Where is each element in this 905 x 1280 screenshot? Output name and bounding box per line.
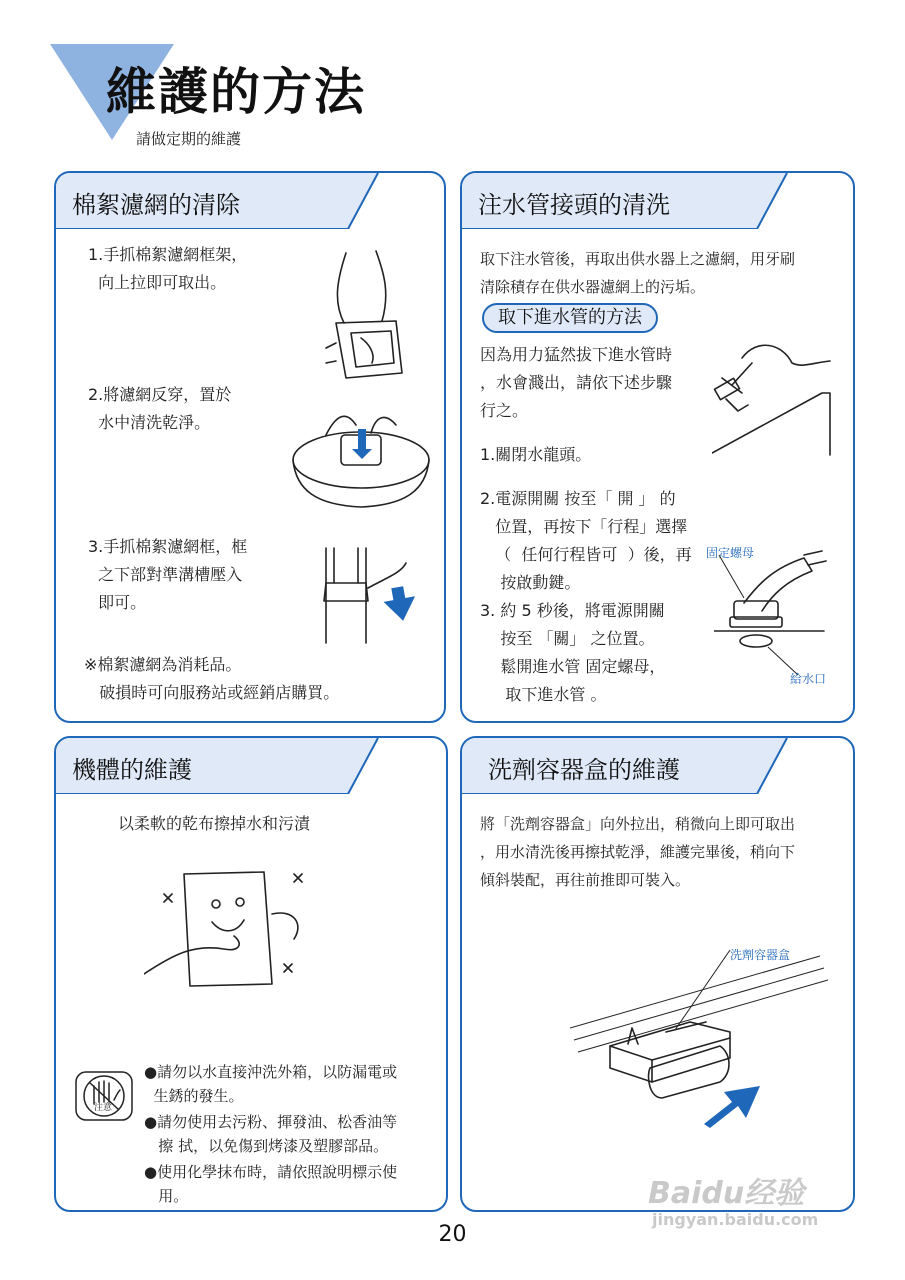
panel-inlet-hose <box>460 171 855 723</box>
page-subtitle: 請做定期的維護 <box>136 130 242 148</box>
panel-title: 注水管接頭的清洗 <box>478 191 670 219</box>
panel-lint-filter <box>54 171 446 723</box>
panel-detergent-box <box>460 736 855 1212</box>
hose-nut-diagram <box>714 543 844 678</box>
panel-body-care <box>54 736 448 1212</box>
happy-washer-wiping-illustration <box>144 854 314 994</box>
page-title: 維護的方法 <box>106 63 366 121</box>
label-water-inlet: 給水口 <box>790 672 827 686</box>
inlet-step-2: 2.電源開關 按至「 開 」 的 位置，再按下「行程」選擇 （ 任何行程皆可 ）後，再 按啟動鍵。 <box>480 489 692 592</box>
hand-lifting-filter-illustration <box>306 243 436 393</box>
inlet-warning: 因為用力猛然拔下進水管時 ，水會濺出，請依下述步驟 行之。 <box>480 345 673 420</box>
pressing-filter-into-slot-illustration <box>306 543 436 653</box>
detergent-box-pullout-illustration <box>570 948 850 1158</box>
inlet-step-1: 1.關閉水龍頭。 <box>480 445 592 464</box>
panel-title: 機體的維護 <box>72 756 192 784</box>
detergent-box-text: 將「洗劑容器盒」向外拉出，稍微向上即可取出 ，用水清洗後再擦拭乾淨，維護完畢後，稍向下 傾斜裝配，再往前推即可裝入。 <box>480 815 796 889</box>
body-care-warning-2: ●請勿使用去污粉、揮發油、松香油等 擦 拭，以免傷到烤漆及塑膠部品。 <box>144 1113 398 1155</box>
lint-step-3: 3.手抓棉絮濾網框，框 之下部對準溝槽壓入 即可。 <box>88 537 248 612</box>
toothbrush-cleaning-illustration <box>712 333 842 458</box>
lint-step-2: 2.將濾網反穿，置於 水中清洗乾淨。 <box>88 385 232 432</box>
caution-hand-icon <box>74 1070 134 1122</box>
baidu-watermark-url: jingyan.baidu.com <box>652 1210 819 1229</box>
remove-hose-method-label: 取下進水管的方法 <box>482 303 658 333</box>
caution-icon-label: 注意 <box>94 1103 113 1113</box>
lint-note: ※棉絮濾網為消耗品。 破損時可向服務站或經銷店購買。 <box>84 655 340 702</box>
page-number: 20 <box>438 1222 467 1247</box>
washing-filter-in-basin-illustration <box>286 405 436 515</box>
body-care-warning-3: ●使用化學抹布時，請依照說明標示使 用。 <box>144 1163 398 1205</box>
inlet-intro: 取下注水管後，再取出供水器上之濾網，用牙刷 清除積存在供水器濾網上的污垢。 <box>480 250 796 296</box>
inlet-step-3: 3. 約 5 秒後，將電源開關 按至 「關」 之位置。 鬆開進水管 固定螺母， 取下進水管 。 <box>480 601 666 704</box>
baidu-watermark: Baidu经验 <box>648 1176 805 1211</box>
body-care-text: 以柔軟的乾布擦掉水和污漬 <box>118 814 311 833</box>
lint-step-1: 1.手抓棉絮濾網框架， 向上拉即可取出。 <box>88 245 248 292</box>
panel-title: 洗劑容器盒的維護 <box>488 756 680 784</box>
panel-title: 棉絮濾網的清除 <box>72 191 240 219</box>
body-care-warning-1: ●請勿以水直接沖洗外箱，以防漏電或 生銹的發生。 <box>144 1063 398 1105</box>
label-detergent-box: 洗劑容器盒 <box>730 948 791 962</box>
label-fixing-nut: 固定螺母 <box>706 546 755 560</box>
